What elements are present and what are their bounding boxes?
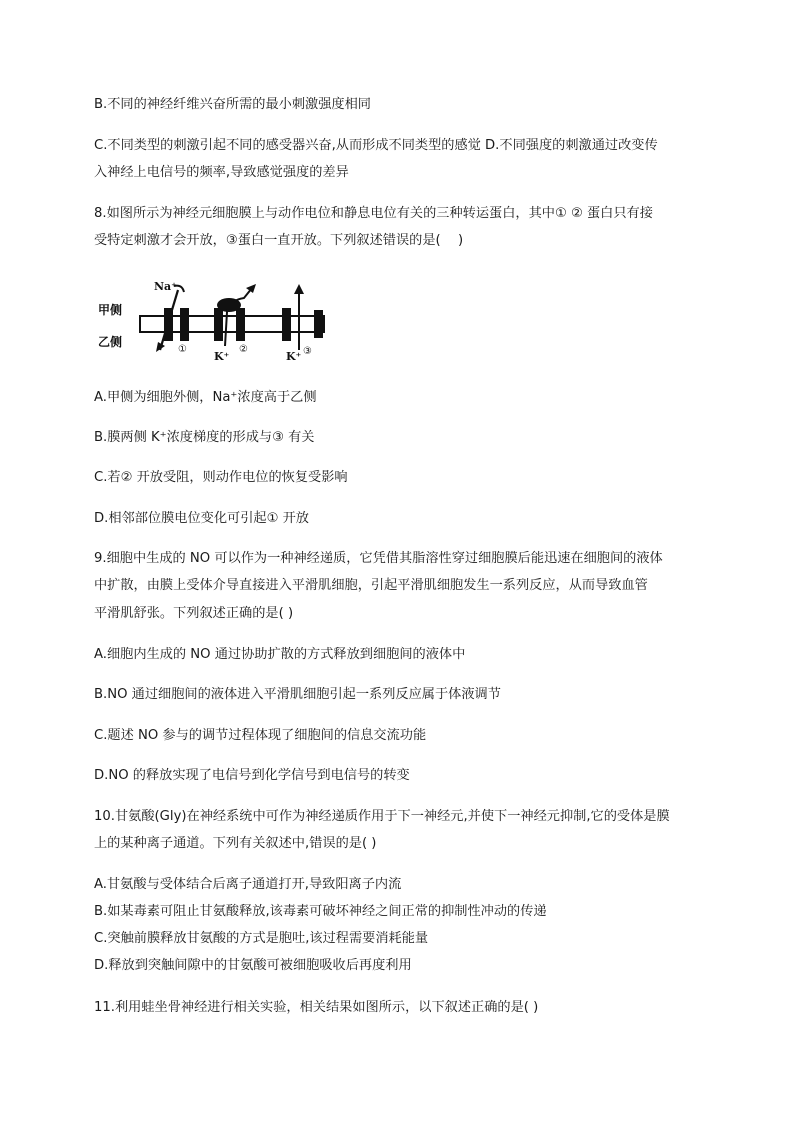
membrane-transport-diagram [96, 278, 336, 364]
protein-1-label: ① [178, 344, 187, 355]
k-label-3: K⁺ [286, 350, 302, 363]
q8-option-b: B.膜两侧 K⁺浓度梯度的形成与③ 有关 [94, 430, 315, 445]
protein-3-right [314, 310, 323, 338]
q11-stem: 11.利用蛙坐骨神经进行相关实验，相关结果如图所示，以下叙述正确的是( ) [94, 1000, 539, 1015]
q8-option-c: C.若② 开放受阻，则动作电位的恢复受影响 [94, 470, 348, 485]
protein-2-right [236, 308, 245, 341]
q10-stem-line2: 上的某种离子通道。下列有关叙述中,错误的是( ) [94, 836, 377, 851]
q9-stem-line1: 9.细胞中生成的 NO 可以作为一种神经递质，它凭借其脂溶性穿过细胞膜后能迅速在细胞间的液体 [94, 551, 663, 566]
q10-option-d: D.释放到突触间隙中的甘氨酸可被细胞吸收后再度利用 [94, 958, 412, 973]
q7-option-b: B.不同的神经纤维兴奋所需的最小刺激强度相同 [94, 97, 371, 112]
q8-stem-line2: 受特定刺激才会开放，③蛋白一直开放。下列叙述错误的是( ) [94, 233, 464, 248]
side-bottom-label: 乙侧 [98, 335, 123, 349]
na-arrowhead [156, 342, 165, 352]
q9-option-b: B.NO 通过细胞间的液体进入平滑肌细胞引起一系列反应属于体液调节 [94, 687, 501, 702]
q8-option-a: A.甲侧为细胞外侧，Na⁺浓度高于乙侧 [94, 390, 317, 405]
q8-stem-line1: 8.如图所示为神经元细胞膜上与动作电位和静息电位有关的三种转运蛋白，其中① ② 蛋白只有接 [94, 206, 653, 221]
side-top-label: 甲侧 [98, 303, 123, 317]
protein-3-label: ③ [303, 346, 312, 357]
q9-option-c: C.题述 NO 参与的调节过程体现了细胞间的信息交流功能 [94, 728, 427, 743]
q7-option-c-line2: 入神经上电信号的频率,导致感觉强度的差异 [94, 165, 349, 180]
protein-1-right [180, 308, 189, 341]
q9-option-a: A.细胞内生成的 NO 通过协助扩散的方式释放到细胞间的液体中 [94, 647, 466, 662]
q9-stem-line2: 中扩散，由膜上受体介导直接进入平滑肌细胞，引起平滑肌细胞发生一系列反应，从而导致血管 [94, 578, 648, 593]
q10-option-c: C.突触前膜释放甘氨酸的方式是胞吐,该过程需要消耗能量 [94, 931, 429, 946]
q9-option-d: D.NO 的释放实现了电信号到化学信号到电信号的转变 [94, 768, 410, 783]
q9-stem-line3: 平滑肌舒张。下列叙述正确的是( ) [94, 606, 294, 621]
na-label: Na⁺ [154, 280, 177, 293]
k-label-2: K⁺ [214, 350, 230, 363]
q10-option-a: A.甘氨酸与受体结合后离子通道打开,导致阳离子内流 [94, 877, 402, 892]
k-arrowhead-3 [294, 284, 304, 294]
q8-option-d: D.相邻部位膜电位变化可引起① 开放 [94, 511, 309, 526]
k-arrowhead-2 [246, 284, 256, 293]
q10-option-b: B.如某毒素可阻止甘氨酸释放,该毒素可破坏神经之间正常的抑制性冲动的传递 [94, 904, 547, 919]
q7-option-c-line1: C.不同类型的刺激引起不同的感受器兴奋,从而形成不同类型的感觉 D.不同强度的刺激通过改变传 [94, 138, 658, 153]
protein-3-left [282, 308, 291, 341]
q10-stem-line1: 10.甘氨酸(Gly)在神经系统中可作为神经递质作用于下一神经元,并使下一神经元抑制,它的受体是膜 [94, 809, 670, 824]
protein-2-left [214, 308, 223, 341]
protein-2-label: ② [239, 344, 248, 355]
